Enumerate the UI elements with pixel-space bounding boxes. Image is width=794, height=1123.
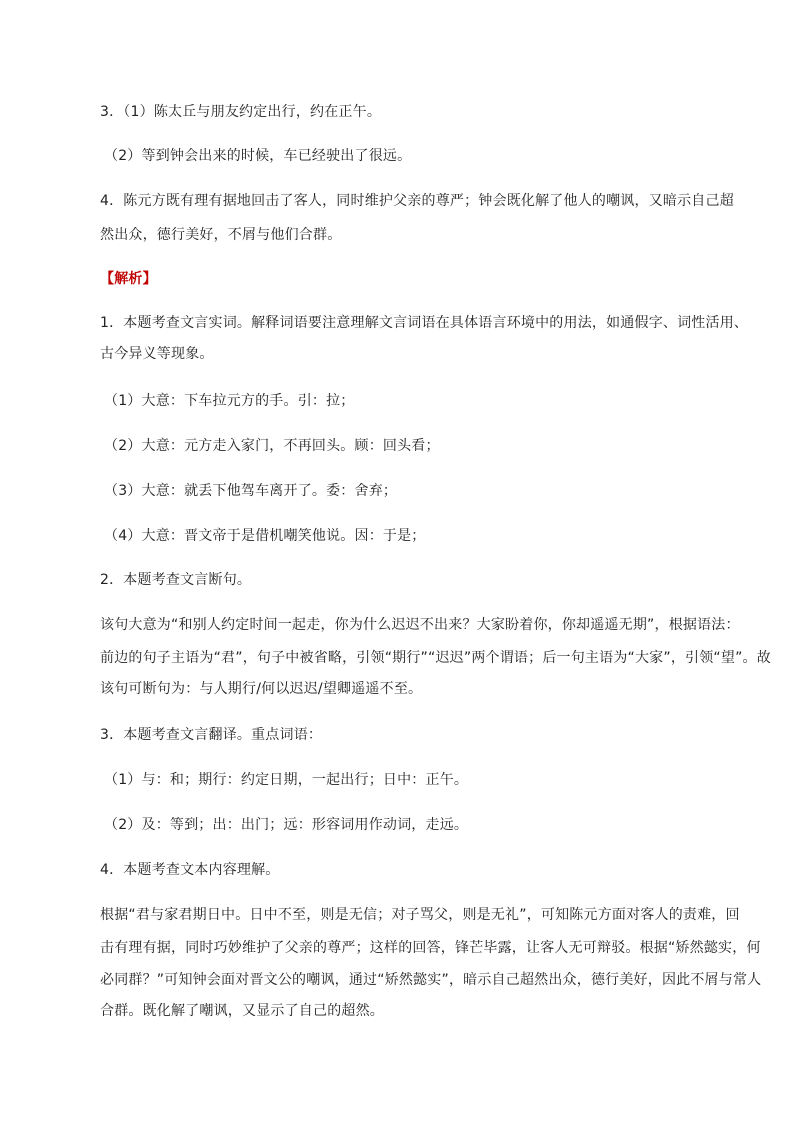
analysis-q3-item-1: （1）与：和；期行：约定日期，一起出行；日中：正午。 bbox=[104, 772, 469, 788]
analysis-q4-title: 4．本题考查文本内容理解。 bbox=[100, 862, 280, 878]
analysis-q1-item-4: （4）大意：晋文帝于是借机嘲笑他说。因：于是； bbox=[104, 528, 426, 544]
analysis-q4-line2: 击有理有据，同时巧妙维护了父亲的尊严；这样的回答，锋芒毕露，让客人无可辩驳。根据“矫然懿实，何 bbox=[100, 940, 761, 956]
answer-4-line1: 4．陈元方既有理有据地回击了客人，同时维护父亲的尊严；钟会既化解了他人的嘲讽，又暗示自己超 bbox=[100, 193, 734, 209]
analysis-q1-line2: 古今异义等现象。 bbox=[100, 346, 214, 362]
analysis-q2-line2: 前边的句子主语为“君”，句子中被省略，引领“期行”“迟迟”两个谓语；后一句主语为“大家”，引领“望”。故 bbox=[100, 650, 771, 666]
analysis-q1-item-3: （3）大意：就丢下他驾车离开了。委：舍弃； bbox=[104, 483, 398, 499]
analysis-q4-line3: 必同群？”可知钟会面对晋文公的嘲讽，通过“矫然懿实”，暗示自己超然出众，德行美好，因此不屑与常人 bbox=[100, 972, 762, 988]
analysis-q4-line4: 合群。既化解了嘲讽，又显示了自己的超然。 bbox=[100, 1003, 384, 1019]
analysis-heading: 【解析】 bbox=[100, 271, 157, 287]
answer-4-line2: 然出众，德行美好，不屑与他们合群。 bbox=[100, 227, 342, 243]
answer-3-1: 3．（1）陈太丘与朋友约定出行，约在正午。 bbox=[100, 104, 382, 120]
analysis-q2-line1: 该句大意为“和别人约定时间一起走，你为什么迟迟不出来？大家盼着你，你却遥遥无期”，根据语法： bbox=[100, 617, 740, 633]
analysis-q4-line1: 根据“君与家君期日中。日中不至，则是无信；对子骂父，则是无礼”，可知陈元方面对客人的责难，回 bbox=[100, 907, 740, 923]
analysis-q1-item-1: （1）大意：下车拉元方的手。引：拉； bbox=[104, 393, 355, 409]
analysis-q2-title: 2．本题考查文言断句。 bbox=[100, 572, 252, 588]
analysis-q1-line1: 1．本题考查文言实词。解释词语要注意理解文言词语在具体语言环境中的用法，如通假字、词性活用、 bbox=[100, 315, 749, 331]
analysis-q3-title: 3．本题考查文言翻译。重点词语： bbox=[100, 727, 323, 743]
answer-3-2: （2）等到钟会出来的时候，车已经驶出了很远。 bbox=[104, 148, 412, 164]
analysis-q1-item-2: （2）大意：元方走入家门，不再回头。顾：回头看； bbox=[104, 438, 440, 454]
analysis-q3-item-2: （2）及：等到；出：出门；远：形容词用作动词，走远。 bbox=[104, 817, 469, 833]
analysis-q2-line3: 该句可断句为：与人期行/何以迟迟/望卿遥遥不至。 bbox=[100, 681, 423, 697]
